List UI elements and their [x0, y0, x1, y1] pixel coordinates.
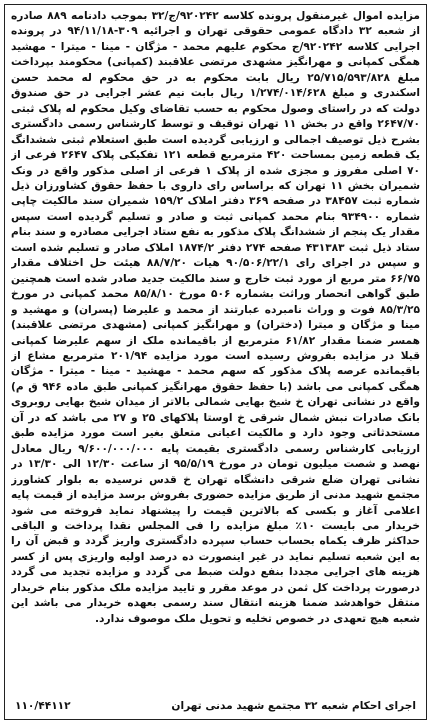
legal-notice — [4, 4, 427, 720]
notice-code: ۱۱۰/۴۴۱۱۲ — [15, 700, 71, 712]
notice-signature: اجرای احکام شعبه ۳۲ مجتمع شهید مدنی تهران — [171, 700, 416, 712]
notice-footer — [11, 696, 420, 716]
notice-body: مزایده اموال غیرمنقول پرونده کلاسه ۹۲۰۲۴۲/ج/۳۲ بموجب دادنامه ۸۸۹ صادره از شعبه ۳۲ دادگاه عمومی حقوقی تهران و اجرائیه ۳۰۹-۹۴/۱۱/۱۸ در پرونده اجرایی کلاسه ۹۲۰۲۴۲/ج محکوم علیهم محمد - مژگان - مینا - میترا - مهشید همگی کمپانی و مهرانگیز مشهدی مرتضی علاقبند (کمپانی) محکومند بپرداخت مبلغ ۲۵/۷۱۵/۵۹۳/۸۲۸ ریال بابت محکوم به در حق محکوم له محمد حسن اسکندری و مبلغ ۱/۲۷۴/۰۱۴/۶۲۸ ریال بابت نیم عشر اجرایی در حق صندوق دولت که در راستای وصول محکوم به حسب تقاضای وکیل محکوم له پلاک ثبتی ۲۶۴۷/۷۰ واقع در بخش ۱۱ تهران توقیف و توسط کارشناس رسمی دادگستری بشرح ذیل توصیف اجمالی و ارزیابی گردیده است طبق استعلام ثبتی ششدانگ یک قطعه زمین بمساحت ۴۲۰ مترمربع قطعه ۱۲۱ تفکیکی پلاک ۲۶۴۷ فرعی از ۷۰ اصلی مفروز و مجزی شده از پلاک ۱ فرعی از اصلی مذکور واقع در ونک شمیران بخش ۱۱ تهران که براساس رای داروی با حفظ حقوق کشاورزان ذیل شماره ثبت ۳۸۴۵۷ در صفحه ۳۶۹ دفتر املاک ۱۵۹/۲ شمیران سند مالکیت چاپی شماره ۹۳۴۹۰۰ بنام محمد کمپانی ثبت و صادر و تسلیم گردیده است سپس مقدار یک پنجم از ششدانگ پلاک مذکور به نفع ستاد اجرایی مصادره و سند بنام ستاد ذیل ثبت ۴۳۱۳۸۳ صفحه ۲۷۴ دفتر ۱۸۷۴/۲ املاک صادر و تسلیم شده است و سپس در اجرای رای ۹۰/۵۰۶/۲۲/۱ هیات ۸۸/۷/۲۰ هیئت حل اختلاف مقدار ۶۶/۷۵ متر مربع از مورد ثبت خارج و سند مالکیت جدید صادر شده است همچنین طبق گواهی انحصار وراثت بشماره ۵۰۶ مورخ ۸۵/۸/۱۰ محمد کمپانی در مورخ ۸۵/۳/۲۵ فوت و وراث نامبرده عبارتند از محمد و علیرضا (پسران) و مهشید و مینا و مژگان و میترا (دختران) و مهرانگیز کمپانی (مشهدی مرتضی علاقبند) همسر ضمنا مقدار ۶۱/۸۲ مترمربع از باقیمانده ملک از سهم علیرضا کمپانی قبلا در مزایده بفروش رسیده است مورد مزایده ۲۰۱/۹۴ مترمربع مشاع از باقیمانده عرصه پلاک مذکور که سهم محمد - مهشید - مینا - میترا - مژگان همگی کمپانی می باشد (با حفظ حقوق مهرانگیز کمپانی طبق ماده ۹۴۶ ق م) واقع در نشانی تهران خ شیخ بهایی شمالی بالاتر از میدان شیخ بهایی روبروی بانک صادرات نبش شمال شرقی خ اوستا پلاکهای ۲۵ و ۲۷ می باشد که در آن مستحدثاتی وجود دارد و مالکیت اعیانی متعلق بغیر است مورد مزایده طبق ارزیابی کارشناس رسمی دادگستری بقیمت پایه ۹/۶۰۰/۰۰۰/۰۰۰ ریال معادل نهصد و شصت میلیون تومان در مورخ ۹۵/۵/۱۹ از ساعت ۱۲/۳۰ الی ۱۳/۳۰ در نشانی تهران ضلع شرقی دانشگاه تهران خ قدس نرسیده به بلوار کشاورز مجتمع شهید مدنی از طریق مزایده حضوری بفروش برسد مزایده از قیمت پایه اعلامی آغاز و بکسی که بالاترین قیمت را پیشنهاد نماید فروخته می شود خریدار می بایست ۱۰٪ مبلغ مزایده را فی المجلس نقدا پرداخت و الباقی حداکثر ظرف یکماه بحساب حساب سپرده دادگستری واریز گردد و قبض آن را به این شعبه تسلیم نماید در غیر اینصورت ده درصد اولیه واریزی پس از کسر هزینه های اجرایی مجددا بنفع دولت ضبط می گردد و مزایده تجدید می گردد درصورت پرداخت کل ثمن در موعد مقرر و تایید مزایده ملک مذکور بنام خریدار منتقل خواهدشد ضمنا هزینه انتقال سند رسمی بعهده خریدار می باشد این شعبه هیچ تعهدی در خصوص تخلیه و تحویل ملک موصوف ندارد. — [11, 10, 420, 625]
